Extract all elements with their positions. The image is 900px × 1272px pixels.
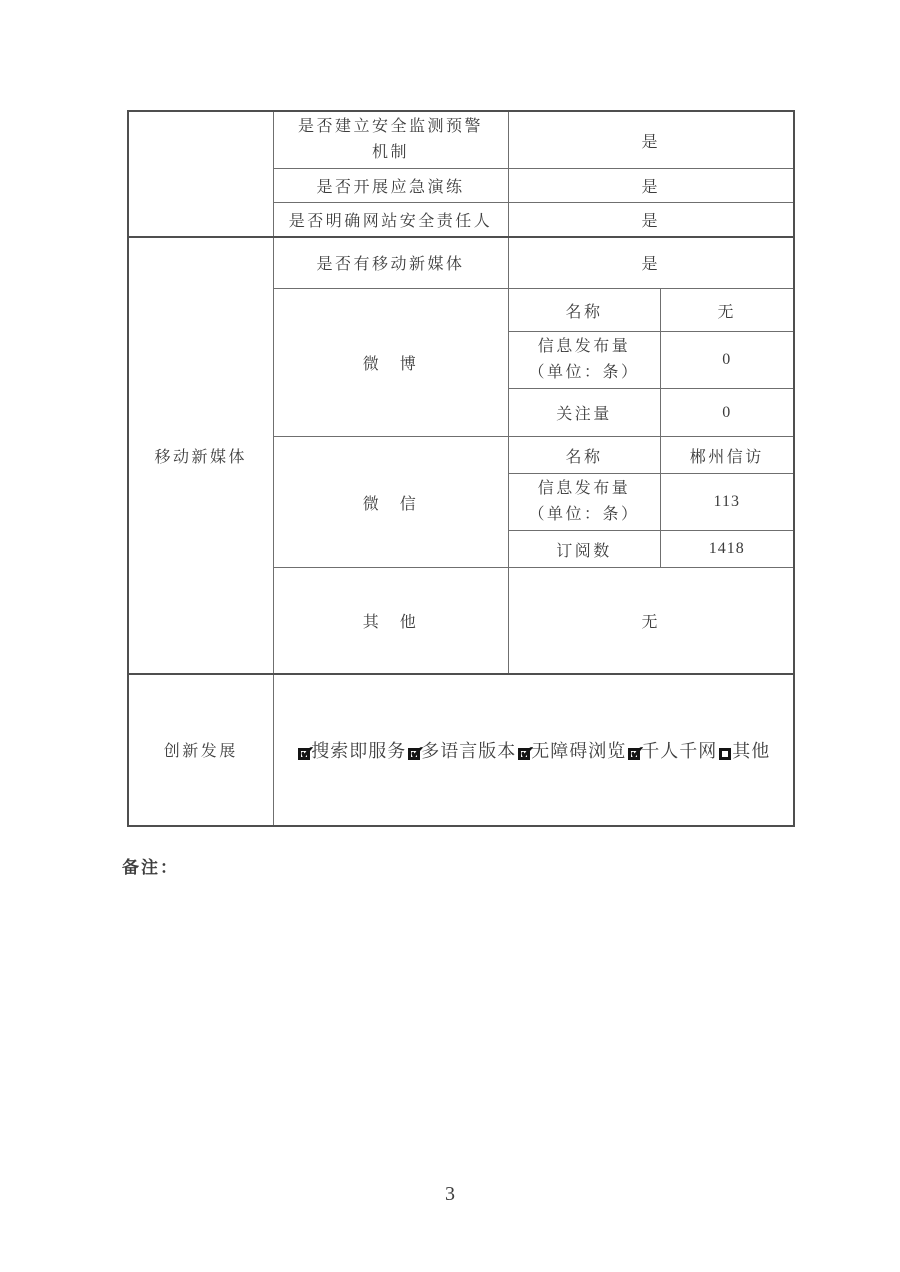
- checkbox-icon: [518, 748, 530, 760]
- section-cell-blank: [128, 111, 273, 237]
- weibo-followers-row-label: 关注量: [508, 389, 660, 437]
- emergency-drill-row-value: 是: [508, 169, 794, 203]
- weibo-posts-row-value: 0: [660, 332, 794, 389]
- checkbox-label: 无障碍浏览: [531, 740, 627, 761]
- weibo-posts-row-label: [508, 332, 660, 389]
- checkbox-label: 其他: [732, 740, 771, 761]
- weibo-name-row-label: 名称: [508, 289, 660, 332]
- has-mobile-media-row-label: 是否有移动新媒体: [273, 237, 508, 289]
- wechat-name-row-label: 名称: [508, 437, 660, 474]
- label-line-2: 机制: [371, 144, 409, 161]
- report-table: [127, 110, 795, 827]
- checkbox-label: 千人千网: [641, 740, 718, 761]
- checkbox-icon: [408, 748, 420, 760]
- checkbox-icon: [719, 748, 731, 760]
- checkbox-label: 多语言版本: [421, 740, 517, 761]
- wechat-posts-row-label: [508, 474, 660, 531]
- has-mobile-media-row-value: 是: [508, 237, 794, 289]
- checkbox-option-accessibility: [516, 741, 626, 761]
- label-line-1: 是否建立安全监测预警: [297, 118, 483, 135]
- innovation-options-cell: [273, 674, 794, 826]
- security-warning-row-value: 是: [508, 111, 794, 169]
- remark-label: 备注：: [122, 858, 179, 877]
- other-media-row-value: 无: [508, 568, 794, 674]
- label-line-1: 信息发布量: [537, 338, 631, 355]
- wechat-subscribers-row-label: 订阅数: [508, 531, 660, 568]
- mobile-media-section-header: 移动新媒体: [128, 237, 273, 674]
- security-officer-row-value: 是: [508, 203, 794, 237]
- label-line-2: （单位：条）: [528, 506, 640, 523]
- wechat-name-row-value: 郴州信访: [660, 437, 794, 474]
- other-media-row-label: 其 他: [273, 568, 508, 674]
- checkbox-icon: [298, 748, 310, 760]
- innovation-section-header: 创新发展: [128, 674, 273, 826]
- checkbox-option-qianren-qianwang: [626, 741, 717, 761]
- page-number: 3: [445, 1183, 455, 1205]
- wechat-subscribers-row-value: 1418: [660, 531, 794, 568]
- weibo-followers-row-value: 0: [660, 389, 794, 437]
- checkbox-icon: [628, 748, 640, 760]
- checkbox-label: 搜索即服务: [311, 740, 407, 761]
- security-officer-row-label: 是否明确网站安全责任人: [273, 203, 508, 237]
- checkbox-option-multilingual: [406, 741, 516, 761]
- checkbox-option-other: [717, 741, 770, 761]
- weibo-name-row-value: 无: [660, 289, 794, 332]
- checkbox-option-search-as-service: [296, 741, 406, 761]
- label-line-2: （单位：条）: [528, 364, 640, 381]
- emergency-drill-row-label: 是否开展应急演练: [273, 169, 508, 203]
- wechat-header: 微 信: [273, 437, 508, 568]
- wechat-posts-row-value: 113: [660, 474, 794, 531]
- security-warning-row-label: [273, 111, 508, 169]
- weibo-header: 微 博: [273, 289, 508, 437]
- label-line-1: 信息发布量: [537, 480, 631, 497]
